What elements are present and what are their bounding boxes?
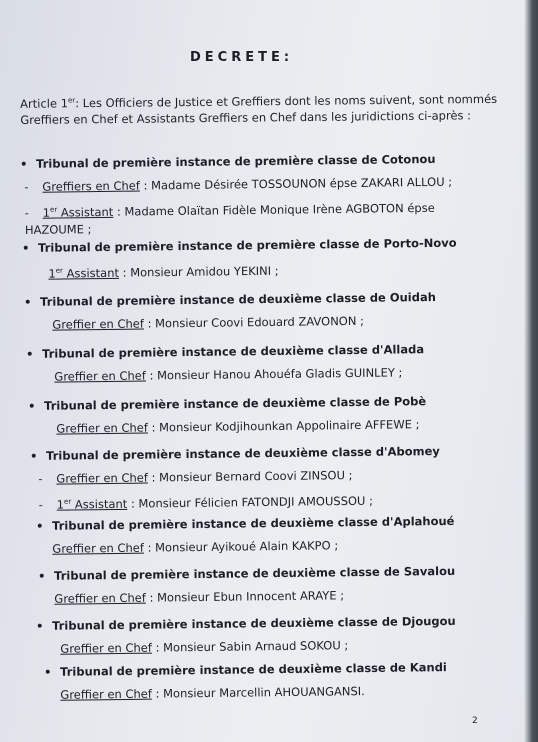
- court-name: Tribunal de première instance de deuxième classe d'Aplahoué: [52, 513, 455, 533]
- dash-marker: -: [24, 179, 29, 194]
- court-section: [22, 234, 492, 282]
- role-text: Greffiers en Chef: [42, 178, 140, 194]
- role-label: [56, 471, 148, 486]
- person-name: Monsieur Marcellin AHOUANGANSI.: [162, 684, 365, 701]
- court-name: Tribunal de première instance de première classe de Porto-Novo: [38, 235, 457, 255]
- role-text-rest: Assistant: [57, 204, 114, 220]
- role-text: Greffier en Chef: [52, 316, 144, 332]
- role-label: [60, 641, 152, 656]
- person-name: Monsieur Ebun Innocent ARAYE ;: [156, 588, 345, 605]
- appointment-line: [36, 535, 506, 557]
- dash-marker: -: [38, 471, 43, 486]
- appointment-line: [31, 488, 501, 513]
- court-name: Tribunal de première instance de première classe de Cotonou: [36, 151, 436, 171]
- role-text: Greffier en Chef: [60, 640, 152, 656]
- role-label: [56, 421, 148, 436]
- page-shadow-edge: [524, 0, 538, 742]
- separator: :: [118, 265, 131, 280]
- court-heading: [44, 658, 514, 680]
- intro-text: : Les Officiers de Justice et Greffiers dont les noms suivent, sont nommés Greffiers en Chef et Assistants Greffiers en Chef dans les juridictions ci-après :: [20, 91, 498, 127]
- appointment-line: [28, 415, 498, 437]
- role-label: [52, 317, 144, 332]
- court-section: [28, 392, 498, 437]
- person-name: Monsieur Bernard Coovi ZINSOU ;: [158, 468, 353, 485]
- person-name: Monsieur Amidou YEKINI ;: [130, 263, 279, 280]
- page-title: DECRETE:: [190, 50, 294, 65]
- role-label: [57, 497, 128, 512]
- court-section: [36, 612, 506, 657]
- bullet-icon: •: [24, 294, 32, 309]
- role-text: Greffier en Chef: [56, 470, 148, 486]
- person-name: Monsieur Sabin Arnaud SOKOU ;: [162, 638, 349, 655]
- article-label: Article 1: [20, 96, 69, 111]
- court-section: [30, 442, 501, 513]
- court-name: Tribunal de première instance de deuxième classe de Ouidah: [40, 289, 436, 309]
- person-name: Monsieur Hanou Ahouéfa Gladis GUINLEY ;: [156, 365, 403, 383]
- court-name: Tribunal de première instance de deuxième classe de Kandi: [60, 660, 447, 679]
- appointment-line: [21, 197, 465, 239]
- court-section: [24, 288, 494, 333]
- role-label: [42, 179, 140, 194]
- appointment-line: [20, 173, 490, 195]
- role-text: 1: [56, 497, 65, 512]
- role-text: Greffier en Chef: [54, 368, 146, 384]
- dash-marker: -: [24, 205, 29, 220]
- role-text-rest: Assistant: [62, 265, 120, 281]
- role-text-rest: Assistant: [71, 496, 128, 512]
- page-number: 2: [472, 716, 478, 726]
- separator: :: [127, 496, 139, 511]
- bullet-icon: •: [26, 346, 34, 361]
- person-name: Madame Désirée TOSSOUNON épse ZAKARI ALLOU ;: [150, 174, 453, 193]
- role-text: 1: [48, 266, 56, 281]
- court-name: Tribunal de première instance de deuxième classe de Pobè: [44, 394, 427, 413]
- role-label: [54, 369, 146, 384]
- appointment-line: [24, 311, 494, 333]
- bullet-icon: •: [30, 448, 38, 463]
- court-section: [44, 658, 514, 703]
- role-label: [43, 205, 114, 220]
- bullet-icon: •: [44, 664, 52, 679]
- role-label: [48, 266, 119, 281]
- separator: :: [147, 470, 160, 485]
- court-name: Tribunal de première instance de deuxième classe de Djougou: [52, 613, 456, 633]
- court-heading: [36, 512, 506, 534]
- article-sup: er: [67, 96, 76, 105]
- appointment-line: [44, 681, 514, 703]
- separator: :: [143, 316, 156, 331]
- separator: :: [113, 204, 125, 219]
- appointment-line: [36, 635, 506, 657]
- court-heading: [28, 392, 498, 414]
- bullet-icon: •: [20, 156, 28, 171]
- role-label: [52, 541, 144, 556]
- role-text: 1: [42, 205, 51, 220]
- court-heading: [24, 288, 494, 310]
- role-sup: er: [63, 497, 72, 506]
- bullet-icon: •: [22, 240, 30, 255]
- appointment-line: [26, 363, 496, 385]
- role-text: Greffier en Chef: [60, 686, 152, 702]
- court-name: Tribunal de première instance de deuxième classe d'Abomey: [46, 443, 440, 463]
- person-name: Monsieur Ayikoué Alain KAKPO ;: [154, 538, 339, 555]
- role-text: Greffier en Chef: [54, 590, 146, 606]
- person-name: Madame Olaïtan Fidèle Monique Irène AGBOTON épse HAZOUME ;: [24, 200, 435, 237]
- role-text: Greffier en Chef: [52, 540, 144, 556]
- role-text: Greffier en Chef: [56, 420, 148, 436]
- court-section: [36, 512, 506, 557]
- role-label: [60, 687, 152, 702]
- person-name: Monsieur Kodjihounkan Appolinaire AFFEWE ;: [158, 417, 420, 435]
- separator: :: [151, 686, 164, 701]
- appointment-line: [38, 585, 508, 607]
- separator: :: [147, 420, 160, 435]
- separator: :: [143, 540, 156, 555]
- separator: :: [139, 178, 152, 193]
- dash-marker: -: [38, 497, 43, 512]
- separator: :: [145, 368, 158, 383]
- role-sup: er: [55, 266, 63, 275]
- person-name: Monsieur Félicien FATONDJI AMOUSSOU ;: [138, 493, 374, 511]
- court-heading: [38, 562, 508, 584]
- court-section: [26, 340, 496, 385]
- bullet-icon: •: [38, 568, 46, 583]
- court-heading: [36, 612, 506, 634]
- role-label: [54, 591, 146, 606]
- role-sup: er: [49, 205, 58, 214]
- court-heading: [30, 442, 500, 464]
- separator: :: [151, 640, 164, 655]
- bullet-icon: •: [36, 518, 44, 533]
- person-name: Monsieur Coovi Edouard ZAVONON ;: [154, 313, 365, 331]
- court-heading: [20, 150, 490, 172]
- bullet-icon: •: [28, 398, 36, 413]
- intro-paragraph: [20, 88, 500, 128]
- separator: :: [145, 590, 158, 605]
- appointment-line: [22, 257, 492, 282]
- court-heading: [26, 340, 496, 362]
- court-section: [20, 150, 491, 239]
- court-section: [38, 562, 508, 607]
- bullet-icon: •: [36, 618, 44, 633]
- appointment-line: [30, 465, 500, 487]
- court-name: Tribunal de première instance de deuxième classe de Savalou: [54, 563, 456, 583]
- court-name: Tribunal de première instance de deuxième classe d'Allada: [42, 342, 425, 361]
